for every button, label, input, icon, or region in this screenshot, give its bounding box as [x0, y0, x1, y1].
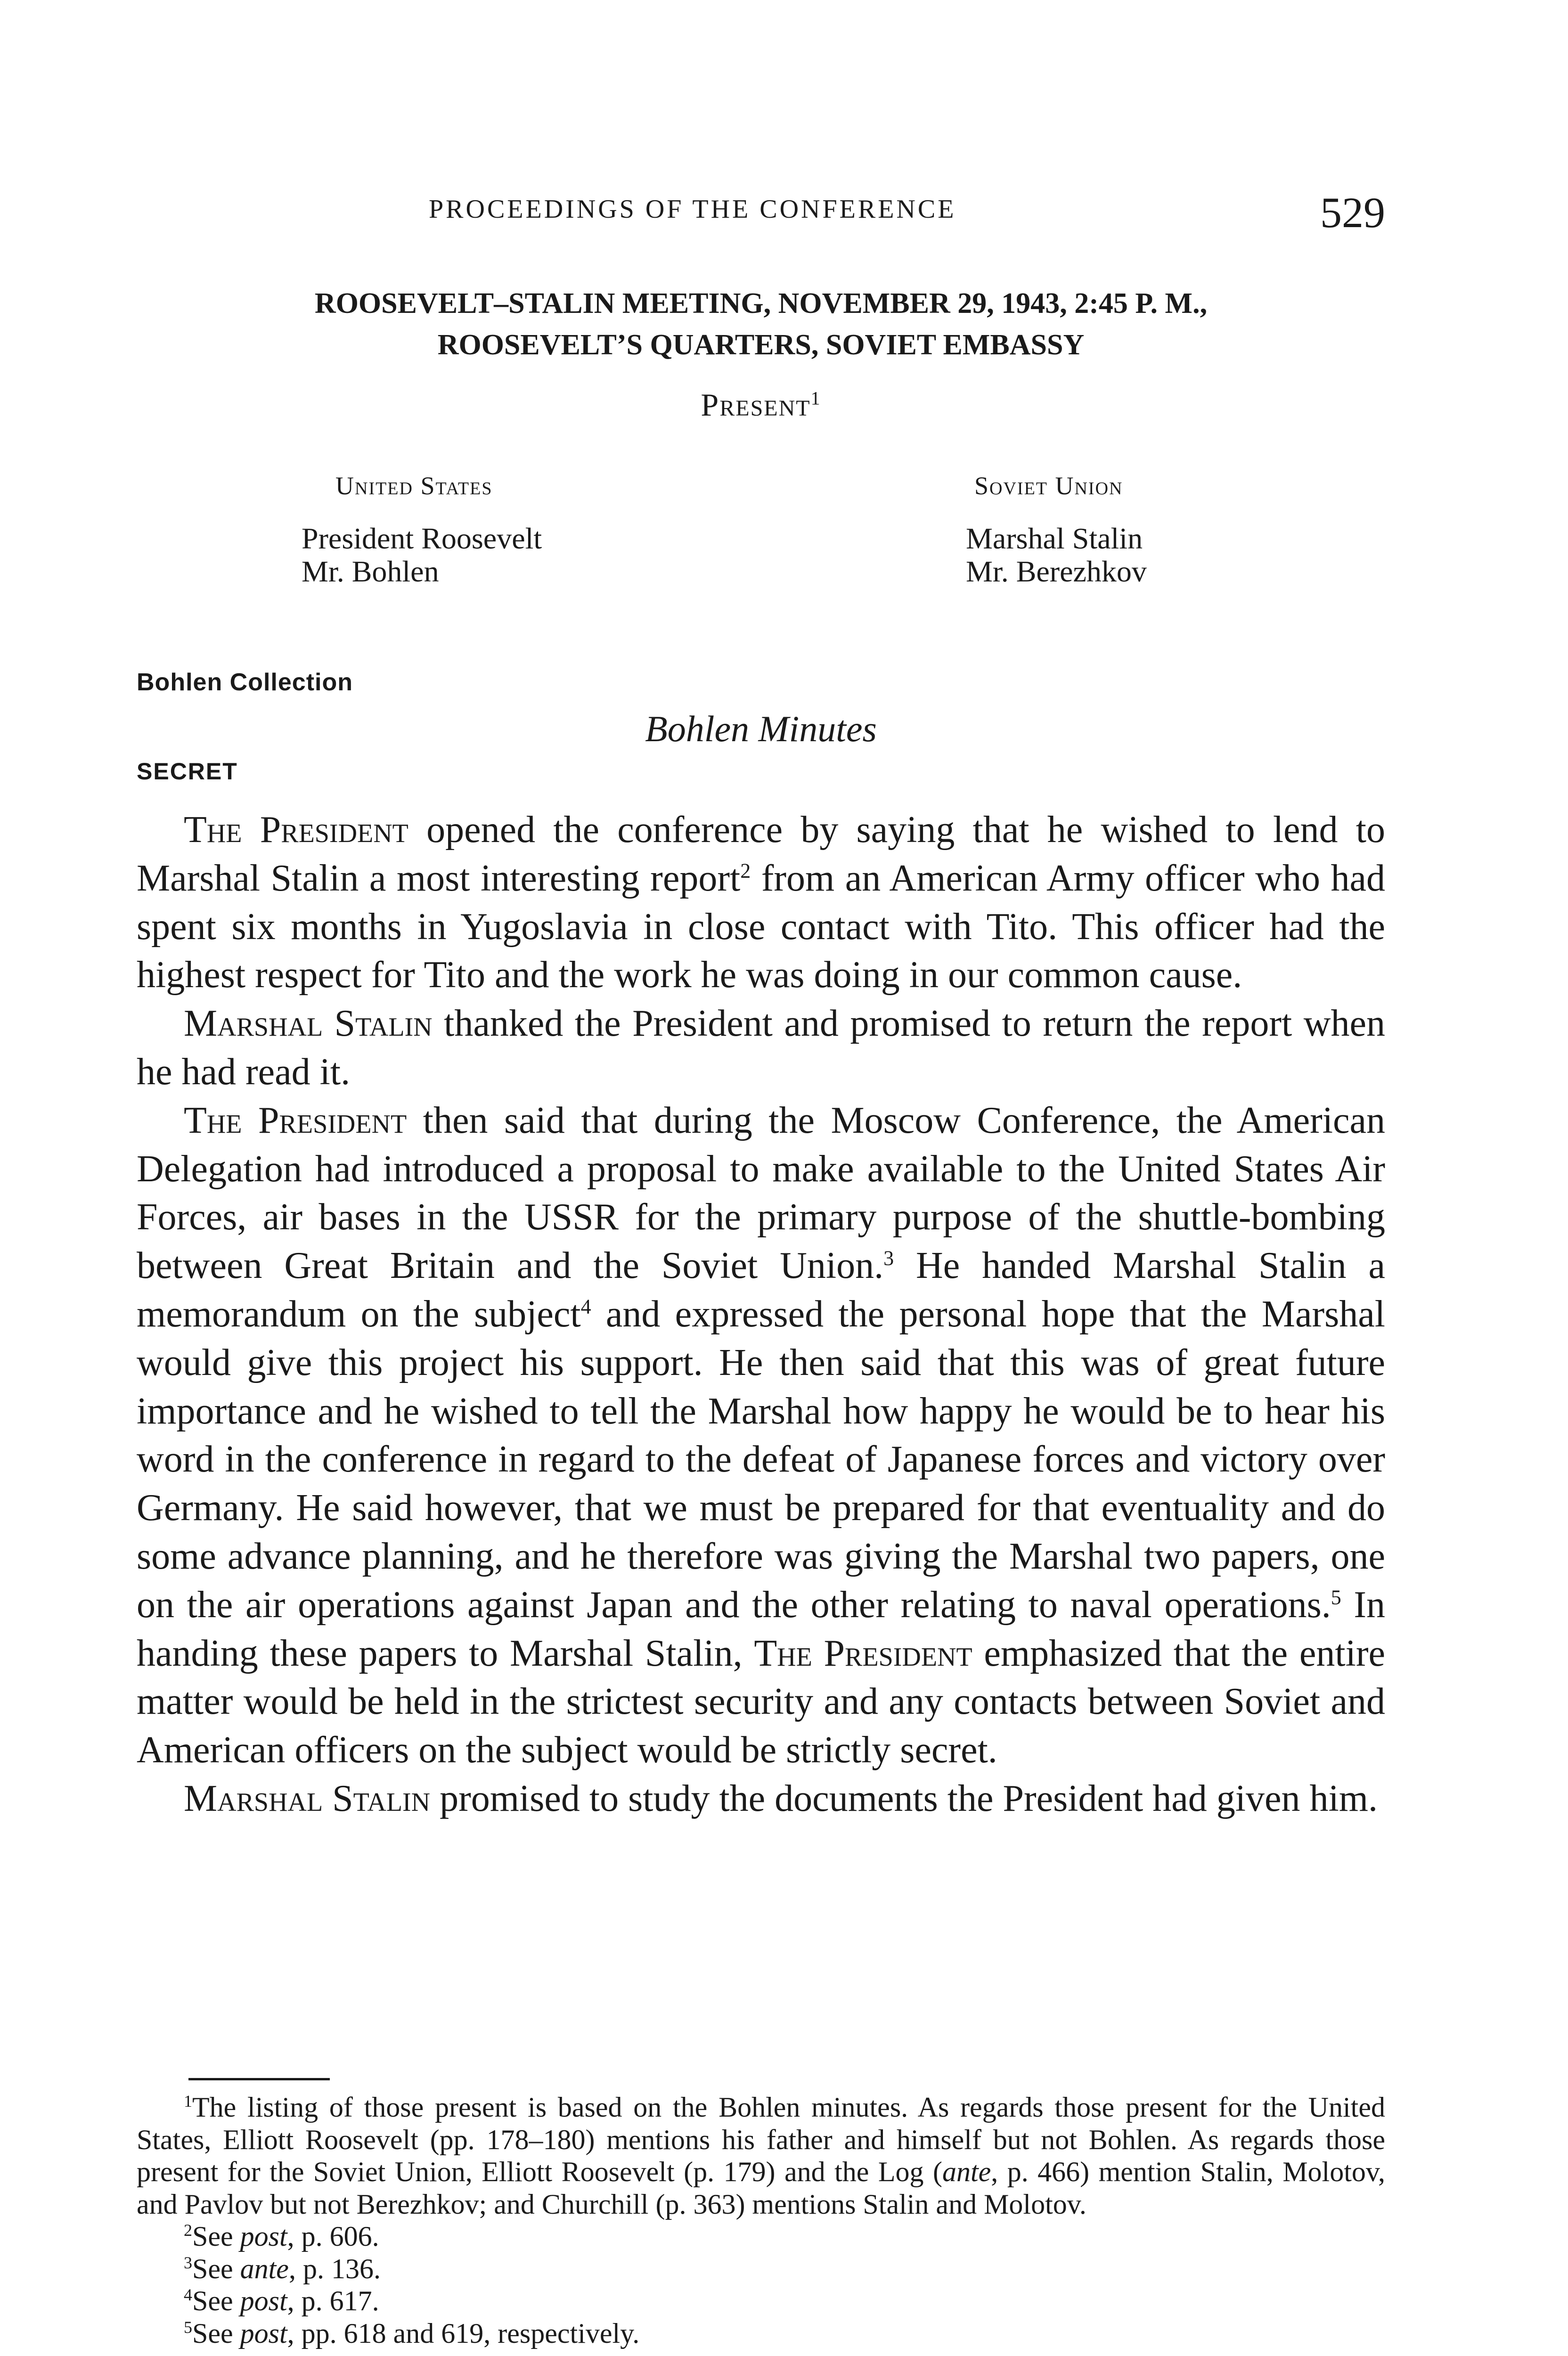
footnote-text: post: [240, 2317, 287, 2349]
present-title: [137, 386, 1385, 424]
member-name: Marshal Stalin: [966, 522, 1143, 555]
united-states-members: [302, 522, 542, 588]
paragraph-text: opened the conference by saying that he wished to lend to Marshal Stalin a most interesting report: [137, 809, 1386, 899]
footnote-ref: 2: [740, 859, 751, 883]
paragraph-text: thanked the President and promised to return the report when he had read it.: [137, 1003, 1385, 1093]
footnote-ref: 3: [883, 1246, 894, 1270]
footnote-text: , pp. 618 and 619, respectively.: [287, 2317, 640, 2349]
paragraph: [137, 806, 1385, 999]
soviet-union-members: [966, 522, 1147, 588]
speaker-name: The President: [184, 1099, 407, 1141]
footnote-text: See: [192, 2221, 240, 2252]
speaker-name: Marshal Stalin: [184, 1777, 431, 1819]
meeting-heading-line-2: ROOSEVELT’S QUARTERS, SOVIET EMBASSY: [437, 329, 1085, 361]
footnote-text: See: [192, 2253, 240, 2284]
footnote-number: 4: [184, 2285, 192, 2304]
footnote-text: , p. 136.: [288, 2253, 381, 2284]
footnote-number: 1: [184, 2092, 192, 2111]
paragraph-text: from an American Army officer who had spent six months in Yugoslavia in close contact with Tito. This officer had the highest respect for Tito and the work he was doing in our common cause.: [137, 857, 1386, 996]
minutes-title: Bohlen Minutes: [645, 708, 877, 749]
member-name: Mr. Berezhkov: [966, 555, 1147, 588]
collection-label: Bohlen Collection: [137, 669, 353, 696]
footnote: [137, 2091, 1385, 2220]
footnote-text: , p. 617.: [287, 2285, 379, 2316]
footnote-text: See: [192, 2317, 240, 2349]
footnote-text: , p. 606.: [287, 2221, 379, 2252]
present-footnote-ref: 1: [810, 387, 821, 409]
footnote-text: See: [192, 2285, 240, 2316]
footnotes: [137, 2091, 1385, 2349]
meeting-heading: [137, 283, 1385, 366]
footnote: [137, 2220, 1385, 2253]
speaker-name: The President: [184, 809, 408, 851]
paragraph-text: and expressed the personal hope that the Marshal would give this project his support. He then said that this was of great future importance and he wished to tell the Marshal how happy he would be to hear his word in the conference in regard to the defeat of Japanese forces and victory over Germany. He said however, that we must be prepared for that eventuality and do some advance planning, and he therefore was giving the Marshal two papers, one on the air operations against Japan and the other relating to naval operations.: [137, 1293, 1386, 1626]
meeting-heading-line-1: ROOSEVELT–STALIN MEETING, NOVEMBER 29, 1943, 2:45 P. M.,: [314, 287, 1208, 319]
footnote-text: , p. 466) mention Stalin, Molotov, and Pavlov but not Berezhkov; and Churchill (p. 363) mentions Stalin and Molotov.: [137, 2156, 1385, 2220]
footnote-text: ante: [942, 2156, 991, 2187]
footnote-ref: 4: [580, 1295, 591, 1318]
footnote-rule: [188, 2078, 330, 2080]
footnote-number: 2: [184, 2221, 192, 2240]
paragraph: [137, 999, 1385, 1096]
paragraph: [137, 1775, 1385, 1823]
footnote-text: post: [240, 2285, 287, 2316]
footnote-text: post: [240, 2221, 287, 2252]
page-number: 529: [1320, 188, 1385, 237]
member-name: President Roosevelt: [302, 522, 542, 555]
paragraph-text: He handed Marshal Stalin a memorandum on the subject: [137, 1245, 1385, 1335]
body-text: [137, 806, 1385, 1823]
footnote: [137, 2253, 1385, 2285]
united-states-heading: United States: [335, 472, 493, 500]
paragraph: [137, 1096, 1385, 1775]
footnote-number: 5: [184, 2317, 192, 2337]
paragraph-text: emphasized that the entire matter would be held in the strictest security and any contacts between Soviet and American officers on the subject would be strictly secret.: [137, 1632, 1386, 1771]
footnote-text: The listing of those present is based on the Bohlen minutes. As regards those present for the United States, Elliott Roosevelt (pp. 178–180) mentions his father and himself but not Bohlen. As regards those present for the Soviet Union, Elliott Roosevelt (p. 179) and the Log (: [137, 2092, 1385, 2187]
classification-label: SECRET: [137, 758, 238, 785]
footnote-text: ante: [240, 2253, 289, 2284]
footnote-ref: 5: [1331, 1586, 1341, 1609]
soviet-union-heading: Soviet Union: [974, 472, 1123, 500]
footnote: [137, 2285, 1385, 2317]
speaker-name: The President: [754, 1632, 972, 1674]
paragraph-text: In handing these papers to Marshal Stalin,: [137, 1584, 1386, 1674]
speaker-name: Marshal Stalin: [184, 1003, 433, 1045]
footnote-number: 3: [184, 2253, 192, 2272]
member-name: Mr. Bohlen: [302, 555, 439, 588]
running-title: PROCEEDINGS OF THE CONFERENCE: [429, 195, 956, 224]
footnote: [137, 2317, 1385, 2350]
present-label: Present: [701, 387, 811, 423]
running-head: [137, 188, 1385, 239]
paragraph-text: then said that during the Moscow Conference, the American Delegation had introduced a proposal to make available to the United States Air Forces, air bases in the USSR for the primary purpose of the shuttle-bombing between Great Britain and the Soviet Union.: [137, 1099, 1386, 1287]
paragraph-text: promised to study the documents the President had given him.: [430, 1777, 1378, 1819]
